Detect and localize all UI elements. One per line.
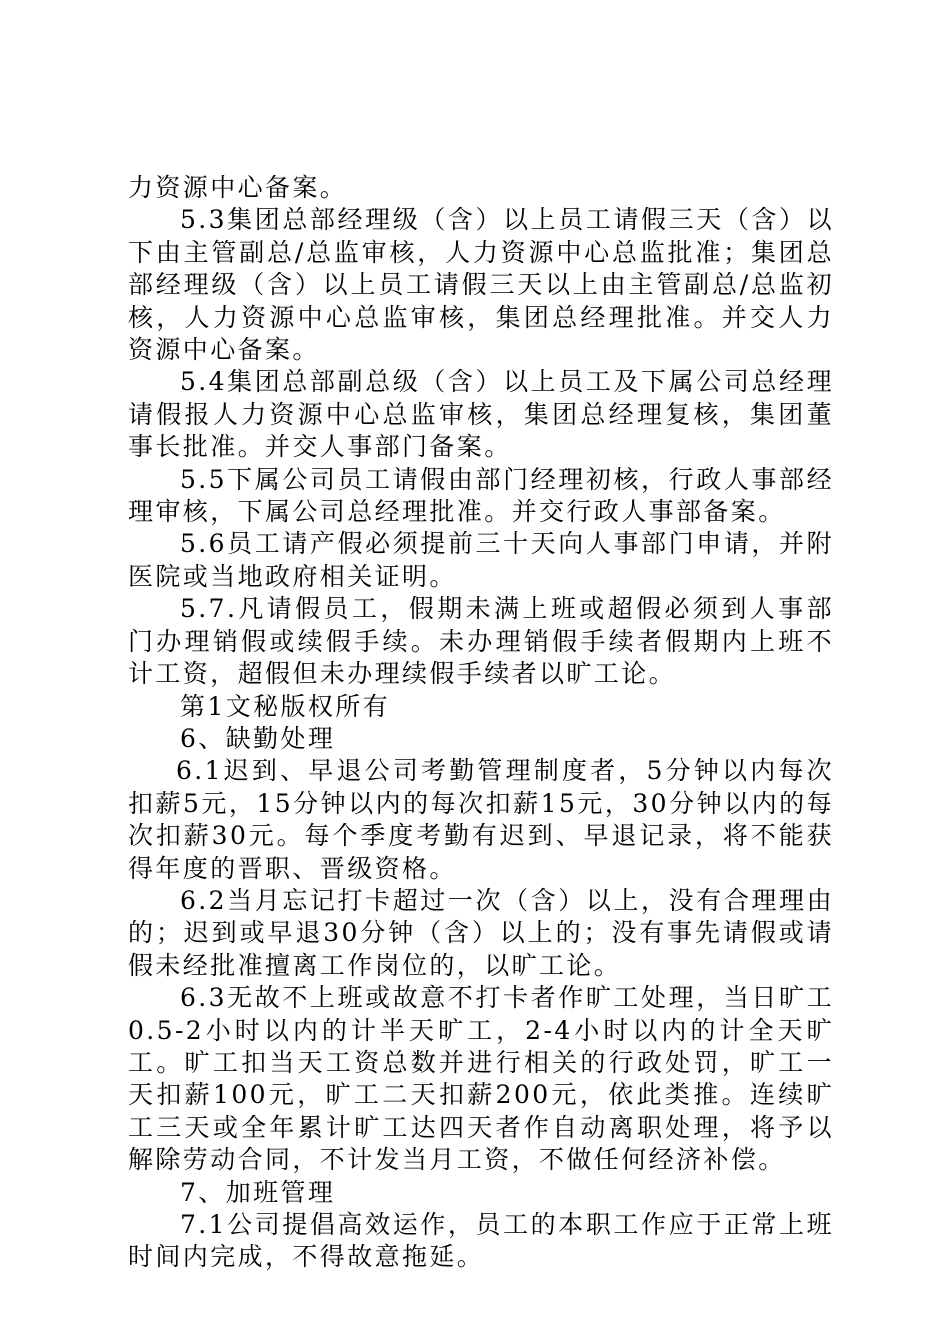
paragraph-6-1: 6.1迟到、早退公司考勤管理制度者，5分钟以内每次扣薪5元，15分钟以内的每次扣薪15元，30分钟以内的每次扣薪30元。每个季度考勤有迟到、早退记录，将不能获得年度的晋职、晋级资格。 (128, 756, 834, 883)
section-heading-6: 6、缺勤处理 (180, 723, 336, 753)
copyright-line: 第1文秘版权所有 (180, 691, 391, 721)
document-body (128, 172, 834, 1274)
paragraph-6-2: 6.2当月忘记打卡超过一次（含）以上，没有合理理由的；迟到或早退30分钟（含）以上的；没有事先请假或请假未经批准擅离工作岗位的，以旷工论。 (128, 885, 834, 980)
section-heading-7: 7、加班管理 (180, 1177, 336, 1207)
paragraph-5-3: 5.3集团总部经理级（含）以上员工请假三天（含）以下由主管副总/总监审核，人力资源中心总监批准；集团总部经理级（含）以上员工请假三天以上由主管副总/总监初核，人力资源中心总监审核，集团总经理批准。并交人力资源中心备案。 (128, 205, 834, 365)
paragraph-5-4: 5.4集团总部副总级（含）以上员工及下属公司总经理请假报人力资源中心总监审核，集团总经理复核，集团董事长批准。并交人事部门备案。 (128, 367, 834, 462)
paragraph-5-6: 5.6员工请产假必须提前三十天向人事部门申请，并附医院或当地政府相关证明。 (128, 529, 834, 591)
paragraph-7-1: 7.1公司提倡高效运作，员工的本职工作应于正常上班时间内完成，不得故意拖延。 (128, 1210, 834, 1272)
paragraph-5-7: 5.7.凡请假员工，假期未满上班或超假必须到人事部门办理销假或续假手续。未办理销假手续者假期内上班不计工资，超假但未办理续假手续者以旷工论。 (128, 594, 834, 689)
paragraph-5-5: 5.5下属公司员工请假由部门经理初核，行政人事部经理审核，下属公司总经理批准。并交行政人事部备案。 (128, 464, 834, 527)
paragraph-5-2-continuation: 力资源中心备案。 (128, 173, 348, 202)
paragraph-6-3: 6.3无故不上班或故意不打卡者作旷工处理，当日旷工0.5-2小时以内的计半天旷工，2-4小时以内的计全天旷工。旷工扣当天工资总数并进行相关的行政处罚，旷工一天扣薪100元，旷工二天扣薪200元，依此类推。连续旷工三天或全年累计旷工达四天者作自动离职处理，将予以解除劳动合同，不计发当月工资，不做任何经济补偿。 (128, 983, 834, 1175)
